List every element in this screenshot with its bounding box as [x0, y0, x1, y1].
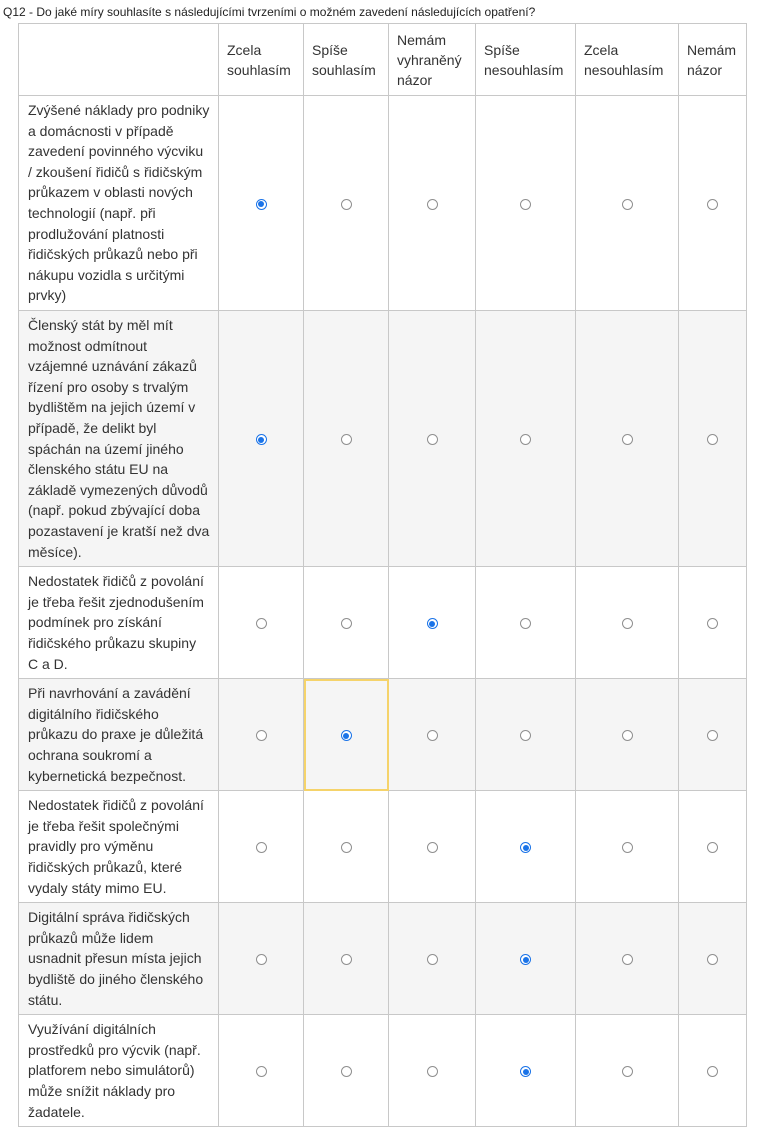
statement-label: Nedostatek řidičů z povolání je třeba řešit společnými pravidly pro výměnu řidičských průkazů, které vydaly státy mimo EU.	[19, 791, 219, 903]
radio-button[interactable]	[427, 1066, 438, 1077]
radio-button[interactable]	[341, 842, 352, 853]
radio-cell[interactable]	[679, 567, 747, 679]
radio-button[interactable]	[520, 842, 531, 853]
radio-button[interactable]	[520, 434, 531, 445]
column-header: Zcela nesouhlasím	[576, 24, 679, 96]
radio-button[interactable]	[707, 618, 718, 629]
radio-cell[interactable]	[679, 679, 747, 791]
table-row	[19, 567, 747, 679]
statement-label: Nedostatek řidičů z povolání je třeba řešit zjednodušením podmínek pro získání řidičského průkazu skupiny C a D.	[19, 567, 219, 679]
radio-button[interactable]	[622, 1066, 633, 1077]
statement-label: Využívání digitálních prostředků pro výcvik (např. platforem nebo simulátorů) může snížit náklady pro žadatele.	[19, 1015, 219, 1127]
radio-button[interactable]	[427, 199, 438, 210]
radio-button[interactable]	[427, 954, 438, 965]
radio-cell[interactable]	[304, 1015, 389, 1127]
radio-cell[interactable]	[576, 679, 679, 791]
radio-cell[interactable]	[389, 903, 476, 1015]
radio-cell[interactable]	[304, 903, 389, 1015]
radio-cell[interactable]	[476, 679, 576, 791]
radio-button[interactable]	[427, 842, 438, 853]
radio-cell[interactable]	[389, 1015, 476, 1127]
radio-button[interactable]	[622, 199, 633, 210]
radio-cell[interactable]	[576, 567, 679, 679]
table-row	[19, 903, 747, 1015]
radio-button[interactable]	[707, 730, 718, 741]
radio-button[interactable]	[707, 199, 718, 210]
radio-cell[interactable]	[219, 311, 304, 567]
radio-cell[interactable]	[219, 679, 304, 791]
statement-label: Zvýšené náklady pro podniky a domácnosti v případě zavedení povinného výcviku / zkoušení řidičů s řidičským průkazem v oblasti nových technologií (např. při prodlužování platnosti řidičských průkazů nebo při nákupu vozidla s určitými prvky)	[19, 96, 219, 311]
radio-cell[interactable]	[389, 679, 476, 791]
radio-button[interactable]	[622, 618, 633, 629]
radio-button[interactable]	[427, 730, 438, 741]
radio-cell[interactable]	[679, 791, 747, 903]
radio-button[interactable]	[256, 1066, 267, 1077]
radio-button[interactable]	[256, 842, 267, 853]
radio-cell[interactable]	[219, 903, 304, 1015]
column-header: Spíše nesouhlasím	[476, 24, 576, 96]
radio-cell[interactable]	[576, 96, 679, 311]
radio-button[interactable]	[341, 618, 352, 629]
radio-button[interactable]	[341, 199, 352, 210]
radio-button[interactable]	[520, 954, 531, 965]
radio-cell[interactable]	[476, 96, 576, 311]
radio-cell[interactable]	[219, 567, 304, 679]
radio-cell[interactable]	[389, 791, 476, 903]
radio-cell[interactable]	[576, 311, 679, 567]
radio-cell[interactable]	[304, 791, 389, 903]
radio-button[interactable]	[256, 954, 267, 965]
radio-cell[interactable]	[576, 903, 679, 1015]
radio-button[interactable]	[341, 1066, 352, 1077]
radio-cell[interactable]	[304, 96, 389, 311]
radio-button[interactable]	[520, 199, 531, 210]
radio-button[interactable]	[622, 730, 633, 741]
radio-button[interactable]	[707, 434, 718, 445]
header-row	[19, 24, 747, 96]
table-row	[19, 791, 747, 903]
statement-label: Digitální správa řidičských průkazů může lidem usnadnit přesun místa jejich bydliště do jiného členského státu.	[19, 903, 219, 1015]
radio-cell[interactable]	[476, 791, 576, 903]
column-header: Zcela souhlasím	[219, 24, 304, 96]
header-statement-cell	[19, 24, 219, 96]
radio-button[interactable]	[520, 618, 531, 629]
radio-cell[interactable]	[476, 567, 576, 679]
radio-button[interactable]	[341, 954, 352, 965]
question-title: Q12 - Do jaké míry souhlasíte s následujícími tvrzeními o možném zavedení následujících opatření?	[3, 5, 536, 19]
radio-cell[interactable]	[389, 567, 476, 679]
radio-cell[interactable]	[219, 791, 304, 903]
radio-button[interactable]	[427, 618, 438, 629]
radio-cell[interactable]	[389, 311, 476, 567]
radio-cell[interactable]	[476, 903, 576, 1015]
radio-button[interactable]	[520, 1066, 531, 1077]
radio-cell[interactable]	[679, 96, 747, 311]
radio-button[interactable]	[427, 434, 438, 445]
likert-matrix	[18, 23, 747, 1127]
radio-button[interactable]	[622, 954, 633, 965]
radio-cell[interactable]	[576, 1015, 679, 1127]
radio-cell[interactable]	[219, 1015, 304, 1127]
table-row	[19, 679, 747, 791]
radio-button[interactable]	[341, 730, 352, 741]
radio-button[interactable]	[520, 730, 531, 741]
radio-button[interactable]	[707, 954, 718, 965]
column-header: Nemám vyhraněný názor	[389, 24, 476, 96]
radio-button[interactable]	[622, 434, 633, 445]
radio-button[interactable]	[256, 199, 267, 210]
radio-button[interactable]	[707, 1066, 718, 1077]
radio-cell[interactable]	[679, 311, 747, 567]
table-row	[19, 1015, 747, 1127]
statement-label: Při navrhování a zavádění digitálního řidičského průkazu do praxe je důležitá ochrana soukromí a kybernetická bezpečnost.	[19, 679, 219, 791]
radio-button[interactable]	[256, 730, 267, 741]
radio-cell[interactable]	[219, 96, 304, 311]
column-header: Spíše souhlasím	[304, 24, 389, 96]
radio-cell[interactable]	[304, 567, 389, 679]
radio-button[interactable]	[256, 434, 267, 445]
radio-button[interactable]	[341, 434, 352, 445]
table-row	[19, 96, 747, 311]
radio-button[interactable]	[256, 618, 267, 629]
radio-cell[interactable]	[389, 96, 476, 311]
statement-label: Členský stát by měl mít možnost odmítnout vzájemné uznávání zákazů řízení pro osoby s trvalým bydlištěm na jejich území v případě, že delikt byl spáchán na území jiného členského státu EU na základě vymezených důvodů (např. pokud zbývající doba pozastavení je kratší než dva měsíce).	[19, 311, 219, 567]
column-header: Nemám názor	[679, 24, 747, 96]
radio-cell[interactable]	[679, 903, 747, 1015]
table-row	[19, 311, 747, 567]
radio-cell[interactable]	[304, 679, 389, 791]
radio-cell[interactable]	[576, 791, 679, 903]
radio-cell[interactable]	[476, 1015, 576, 1127]
radio-button[interactable]	[707, 842, 718, 853]
radio-cell[interactable]	[679, 1015, 747, 1127]
radio-button[interactable]	[622, 842, 633, 853]
radio-cell[interactable]	[304, 311, 389, 567]
radio-cell[interactable]	[476, 311, 576, 567]
